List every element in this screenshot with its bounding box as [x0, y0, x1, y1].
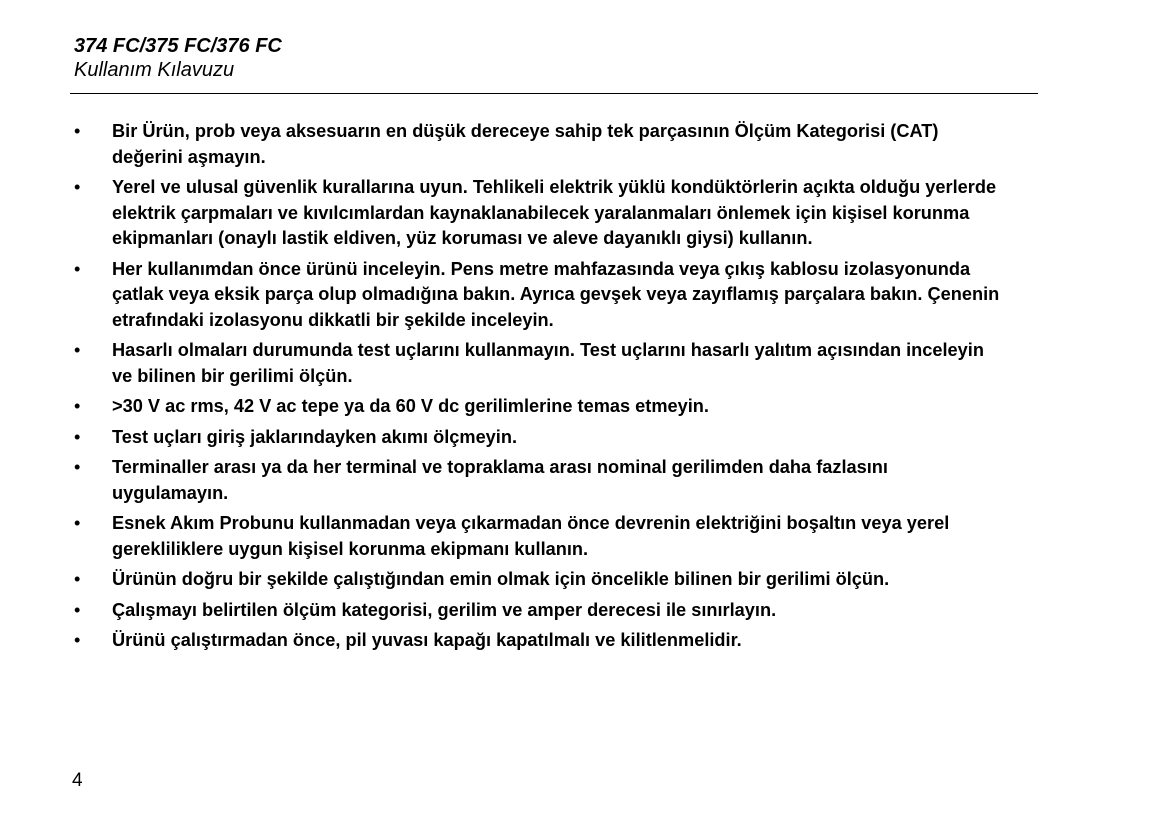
list-item: [74, 257, 1004, 334]
bullet-icon: •: [74, 426, 81, 447]
bullet-icon: •: [74, 630, 81, 650]
list-item-text: >30 V ac rms, 42 V ac tepe ya da 60 V dc gerilimlerine temas etmeyin.: [112, 396, 709, 416]
list-item: [74, 455, 1004, 506]
list-item-text: Esnek Akım Probunu kullanmadan veya çıkarmadan önce devrenin elektriğini boşaltın veya yerel gerekliliklere uygun kişisel korunma ekipmanı kullanın.: [112, 513, 950, 559]
list-item-text: Bir Ürün, prob veya aksesuarın en düşük dereceye sahip tek parçasının Ölçüm Kategorisi (CAT) değerini aşmayın.: [112, 121, 939, 167]
bullet-icon: •: [74, 121, 81, 141]
list-item: [74, 425, 1004, 451]
document-title: 374 FC/375 FC/376 FC: [74, 35, 282, 57]
bullet-icon: •: [74, 396, 81, 416]
bullet-icon: •: [74, 457, 81, 477]
list-item-text: Her kullanımdan önce ürünü inceleyin. Pens metre mahfazasında veya çıkış kablosu izolasyonunda çatlak veya eksik parça olup olmadığına bakın. Ayrıca gevşek veya zayıflamış parçalara bakın. Çenenin etrafındaki izolasyonu dikkatli bir şekilde inceleyin.: [112, 258, 1000, 330]
list-item: [74, 598, 1004, 624]
page-number: 4: [72, 770, 83, 791]
list-item: [74, 511, 1004, 562]
list-item-text: Hasarlı olmaları durumunda test uçlarını kullanmayın. Test uçlarını hasarlı yalıtım açısından inceleyin ve bilinen bir gerilimi ölçün.: [112, 340, 984, 386]
bullet-icon: •: [74, 177, 81, 197]
page-header: [74, 34, 1038, 82]
list-item: [74, 394, 1004, 420]
list-item-text: Ürünün doğru bir şekilde çalıştığından emin olmak için öncelikle bilinen bir gerilimi ölçün.: [112, 569, 890, 589]
list-item: [74, 338, 1004, 389]
list-item: [74, 175, 1004, 252]
document-subtitle: Kullanım Kılavuzu: [74, 59, 235, 81]
bullet-icon: •: [74, 513, 81, 533]
bullet-icon: •: [74, 599, 81, 620]
bullet-icon: •: [74, 340, 81, 360]
list-item: [74, 119, 1004, 170]
list-item-text: Çalışmayı belirtilen ölçüm kategorisi, gerilim ve amper derecesi ile sınırlayın.: [112, 599, 777, 620]
list-item: [74, 567, 1004, 593]
bullet-icon: •: [74, 569, 81, 589]
list-item-text: Terminaller arası ya da her terminal ve topraklama arası nominal gerilimden daha fazlasını uygulamayın.: [112, 457, 888, 503]
bullet-icon: •: [74, 258, 81, 279]
list-item-text: Test uçları giriş jaklarındayken akımı ölçmeyin.: [112, 426, 518, 447]
header-divider: [70, 93, 1038, 94]
safety-bullet-list: [74, 119, 1004, 659]
list-item: [74, 628, 1004, 654]
list-item-text: Ürünü çalıştırmadan önce, pil yuvası kapağı kapatılmalı ve kilitlenmelidir.: [112, 630, 742, 650]
list-item-text: Yerel ve ulusal güvenlik kurallarına uyun. Tehlikeli elektrik yüklü kondüktörlerin açıkta olduğu yerlerde elektrik çarpmaları ve kıvılcımlardan kaynaklanabilecek yaralanmaları önlemek için kişisel korunma ekipmanları (onaylı lastik eldiven, yüz koruması ve aleve dayanıklı giysi) kullanın.: [112, 177, 997, 248]
